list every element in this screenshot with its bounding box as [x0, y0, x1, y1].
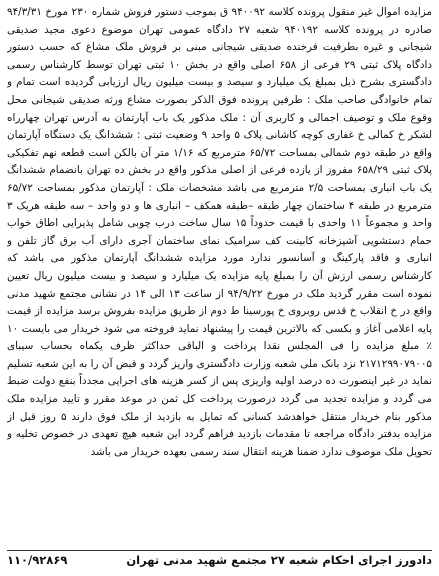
- notice-body: مزایده اموال غیر منقول پرونده کلاسه ۹۴۰۰۹۲ ق بموجب دستور فروش شماره ۲۳۰ مورخ ۹۴/۳/۳۱ صادره در پرونده کلاسه ۹۴۰۱۹۲ شعبه ۲۷ دادگاه عمومی تهران موضوع دعوی مجید صدیقی شیجانی و غیره بطرفیت فرخنده صدیقی شیجانی مبنی بر فروش ملک مشاع که حسب دستور دادگاه پلاک ثبتی ۲۹ فرعی از ۶۵۸ اصلی واقع در بخش ۱۰ ثبتی تهران توسط کارشناس رسمی دادگستری بشرح ذیل بمبلغ یک میلیارد و سیصد و بیست میلیون ریال ارزیابی گردیده است تمام و تمام خانوادگی صاحب ملک : طرفین پرونده فوق الذکر بصورت مشاع ورثه صدیقی شیجانی محل وقوع ملک و توصیف اجمالی و کاربری آن : ملک مذکور یک باب آپارتمان به آدرس تهران چهارراه لشکر خ کمالی خ غفاری کوچه کاشانی پلاک ۵ واحد ۹ وضعیت ثبتی : ششدانگ یک دستگاه آپارتمان واقع در طبقه دوم شمالی بمساحت ۶۵/۷۲ مترمربع که ۱/۱۶ متر آن بالکن است قطعه نهم تفکیکی پلاک ثبتی ۶۵۸/۲۹ مفروز از یازده فرعی از اصلی مذکور واقع در بخش ده تهران بانضمام ششدانگ یک باب انباری بمساحت ۲/۵ مترمربع می باشد مشخصات ملک : آپارتمان مذکور بمساحت ۶۵/۷۲ مترمربع در طبقه ۴ ساختمان چهار طبقه –طبقه همکف – انباری ها و دو واحد – سه طبقه هریک ۳ واحد و مجموعاً ۱۱ واحدی با قیمت حدوداً ۱۵ سال ساخت درب چوبی شامل پذیرایی اطاق خواب حمام دستشویی آشپزخانه کابینت کف سرامیک نمای ساختمان آجری دارای آب برق گاز تلفن و انباری و فاقد پارکینگ و آسانسور ندارد مورد مزایده ششدانگ آپارتمان مذکور می باشد که کارشناس رسمی ارزش آن را بمبلغ پایه مزایده یک میلیارد و سیصد و بیست میلیون ریال تعیین نموده است مقرر گردید ملک در مورخ ۹۴/۹/۲۲ از ساعت ۱۳ الی ۱۴ در نشانی مجتمع شهید مدنی واقع در خ انقلاب خ قدس روبروی خ پورسینا ط دوم از طریق مزایده بفروش برسد مزایده از قیمت پایه اعلامی آغاز و بکسی که بالاترین قیمت را پیشنهاد نماید فروخته می شود خریدار می بایست ۱۰ ٪ مبلغ مزایده را فی المجلس نقدا پرداخت و الباقی حداکثر ظرف یکماه بحساب سیبای ۲۱۷۱۲۹۹۰۷۹۰۰۵ نزد بانک ملی شعبه وزارت دادگستری واریز گردد و قبض آن را به این شعبه تسلیم نماید در غیر اینصورت ده درصد اولیه واریزی پس از کسر هزینه های اجرایی مجدداً بنفع دولت ضبط می گردد و مزایده تجدید می گردد درصورت پرداخت کل ثمن در موعد مقرر و تایید مزایده ملک مذکور بنام خریدار منتقل خواهدشد کسانی که تمایل به بازدید از ملک فوق دارند ۵ روز قبل از مزایده بدفتر دادگاه مراجعه تا مقدمات بازدید فراهم گردد این شعبه هیچ تعهدی در خصوص تخلیه و تحویل ملک موصوف ندارد ضمنا هزینه انتقال سند رسمی بعهده خریدار می باشد: [7, 6, 432, 458]
- notice-footer: [7, 550, 432, 573]
- notice-code: ۱۱۰/۹۲۸۶۹: [7, 553, 68, 567]
- signature-line: دادورز اجرای احکام شعبه ۲۷ مجتمع شهید مدنی تهران: [126, 553, 432, 567]
